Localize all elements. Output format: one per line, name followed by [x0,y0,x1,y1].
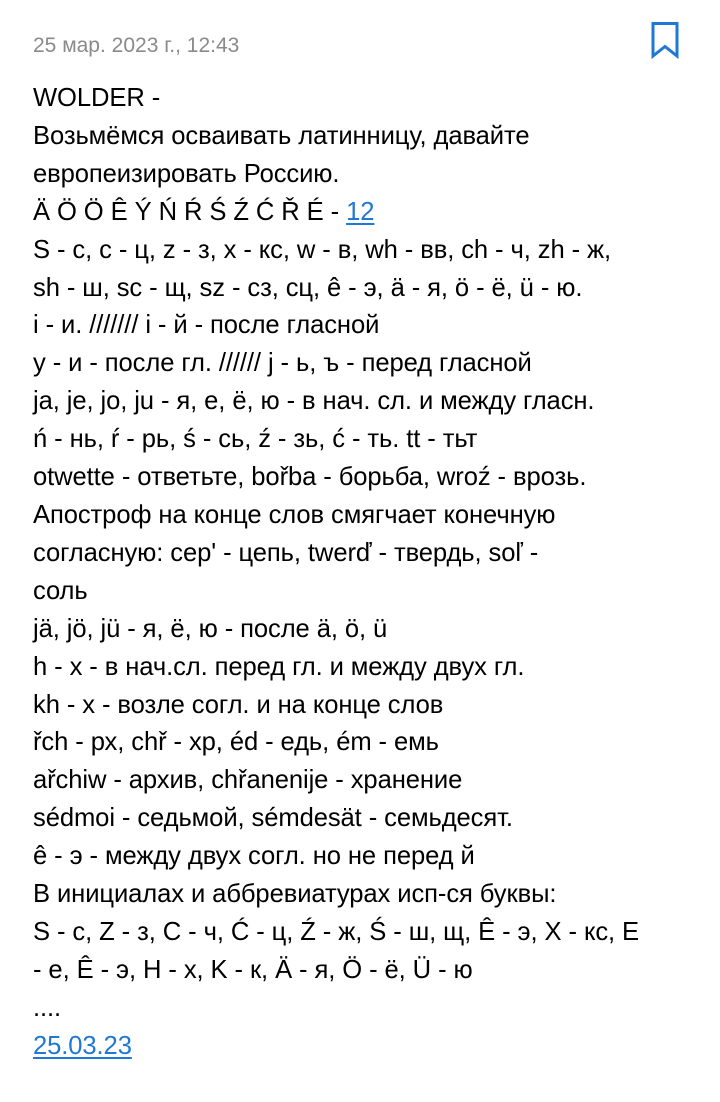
note-line [33,990,688,1028]
note-line-text: Апостроф на конце слов смягчает конечную [33,500,556,529]
note-line [33,687,688,725]
note-line [33,270,688,308]
inline-link[interactable]: 12 [346,197,375,226]
note-line [33,383,688,421]
note-line-text: Ä Ö Ö Ê Ý Ń Ŕ Ś Ź Ć Ř É - [33,197,347,226]
note-line-text: согласную: cep' - цепь, twerď - твердь, soľ - [33,538,539,567]
note-line-text: - е, Ê - э, H - х, K - к, Ä - я, Ö - ё, Ü - ю [33,955,473,984]
note-line [33,497,688,535]
note-line [33,914,688,952]
note-line-text: sh - ш, sc - щ, sz - сз, сц, ê - э, ä - я, ö - ё, ü - ю. [33,273,583,302]
note-line [33,800,688,838]
note-line-text: řch - рх, chř - хр, éd - едь, ém - емь [33,728,439,757]
note-line [33,194,688,232]
note-line [33,876,688,914]
note-line-text: ařchiw - архив, chřanenije - хранение [33,766,463,795]
note-line-text: S - с, с - ц, z - з, x - кс, w - в, wh - вв, ch - ч, zh - ж, [33,235,612,264]
note-line [33,535,688,573]
note-line-text: otwette - ответьте, bořba - борьба, wroź - врозь. [33,463,587,492]
note-line [33,762,688,800]
note-line-text: В инициалах и аббревиатурах исп-ся буквы: [33,880,557,909]
note-line [33,80,688,118]
note-line-text: i - и. /////// i - й - после гласной [33,311,380,340]
bookmark-icon[interactable] [650,21,680,59]
note-line-text: h - х - в нач.сл. перед гл. и между двух гл. [33,652,525,681]
note-header [33,0,688,80]
note-line-text: kh - х - возле согл. и на конце слов [33,690,444,719]
note-line-text: европеизировать Россию. [33,159,340,188]
note-line-text: ń - нь, ŕ - рь, ś - сь, ź - зь, ć - ть. tt - тьт [33,425,478,454]
note-line-text: .... [33,993,62,1022]
note-line [33,1028,688,1066]
date-link[interactable]: 25.03.23 [33,1031,132,1060]
note-line-text: jä, jö, jü - я, ё, ю - после ä, ö, ü [33,614,388,643]
note-line-text: Возьмёмся осваивать латинницу, давайте [33,121,530,150]
note-line [33,118,688,156]
note-line [33,724,688,762]
note-line [33,232,688,270]
note-line [33,421,688,459]
note-line [33,952,688,990]
note-line-text: y - и - после гл. ////// j - ь, ъ - перед гласной [33,349,532,378]
note-line [33,345,688,383]
note-line [33,573,688,611]
note-line-text: ê - э - между двух согл. но не перед й [33,842,475,871]
note-line [33,611,688,649]
note-line [33,156,688,194]
note-line-text: ja, je, jo, ju - я, е, ё, ю - в нач. сл. и между гласн. [33,387,595,416]
note-line-text: S - с, Z - з, C - ч, Ć - ц, Ź - ж, Ś - ш, щ, Ê - э, X - кс, E [33,917,640,946]
note-line [33,459,688,497]
note-line-text: sédmoi - седьмой, sémdesät - семьдесят. [33,804,513,833]
note-timestamp: 25 мар. 2023 г., 12:43 [33,34,240,57]
note-line [33,838,688,876]
note-line-text: WOLDER - [33,84,161,112]
note-line [33,307,688,345]
note-line [33,649,688,687]
note-line-text: соль [33,576,88,605]
note-body [33,80,688,1066]
